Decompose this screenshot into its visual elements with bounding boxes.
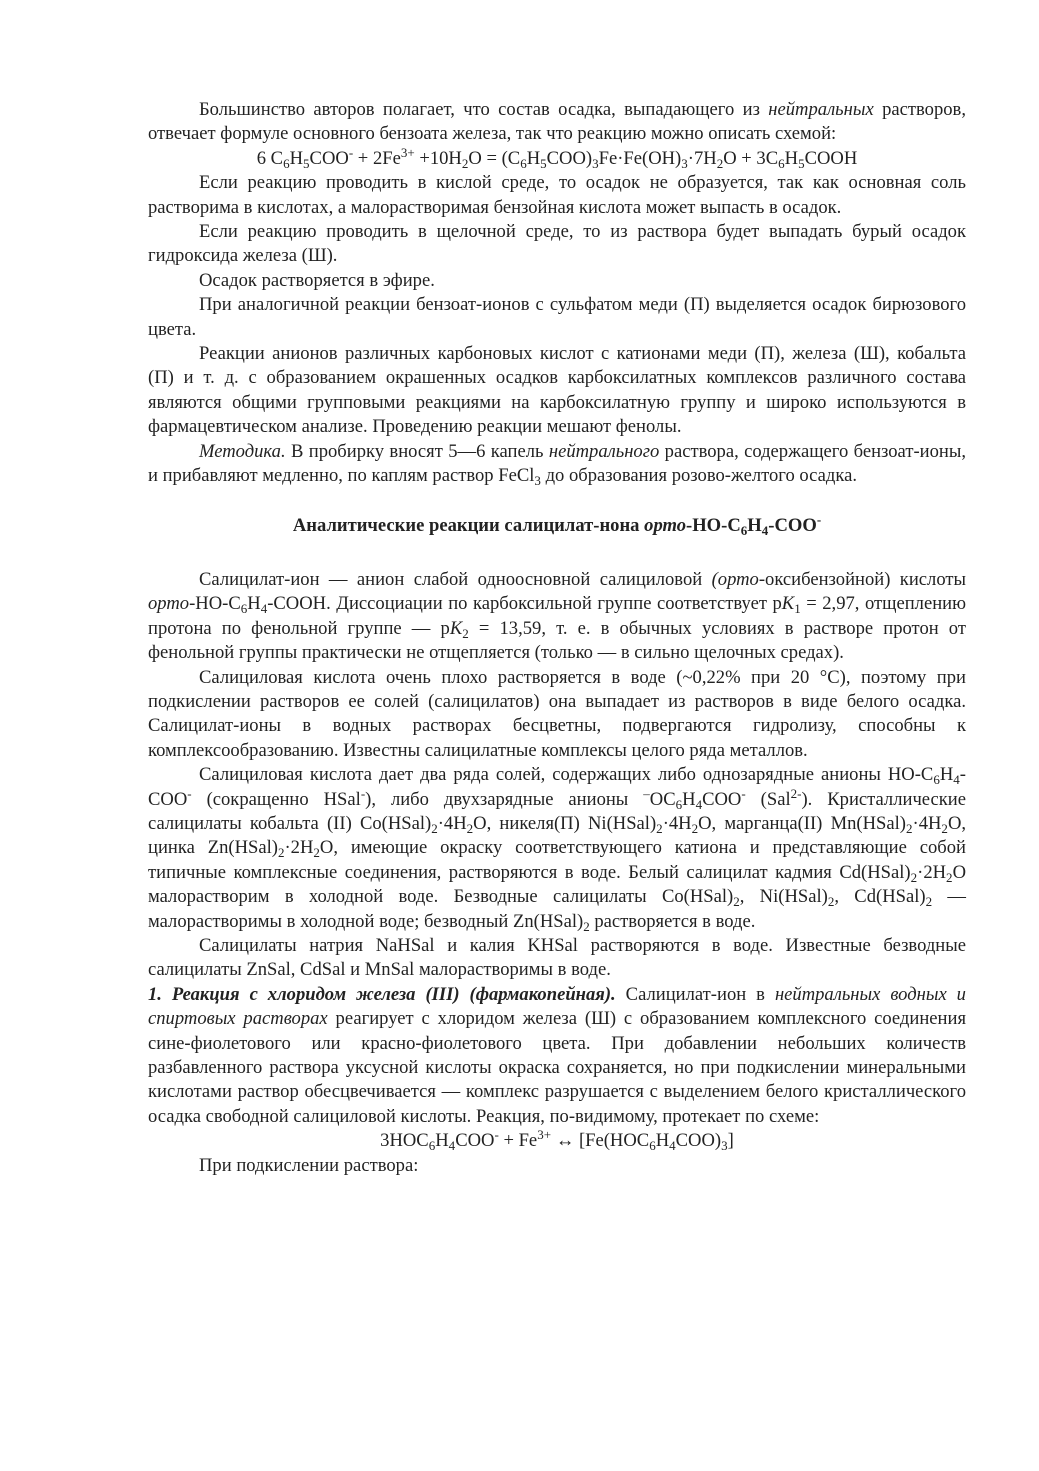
equation-benzoate-iron: 6 $C_6H_5COO^- + 2Fe^{3+} +10H_2O = (C_6H_5COO)_3Fe\cdot Fe(OH)_3\cdot 7H_2O$ + $3C_6H_5COOH$ <box>256 144 858 171</box>
paragraph-5: При аналогичной реакции бензоат-ионов с сульфатом меди (П) выделяется осадок бирюзового цвета. <box>148 294 966 340</box>
paragraph-13: При подкислении раствора: <box>199 1154 419 1176</box>
paragraph-9: Салициловая кислота очень плохо растворяется в воде (~0,22% при 20 °С), поэтому при подкислении растворов ее солей (салицилатов) она выпадает из растворов в виде белого осадка. Салицилат-ионы в водных растворах бесцветны, подвергаются гидролизу, способны к комплексообразованию. Известны салицилатные комплексы целого ряда металлов. <box>148 666 966 761</box>
paragraph-2: Если реакцию проводить в кислой среде, то осадок не образуется, так как основная соль растворима в кислотах, а малорастворимая бензойная кислота может выпасть в осадок. <box>148 172 966 218</box>
paragraph-4: Осадок растворяется в эфире. <box>199 269 435 291</box>
paragraph-6: Реакции анионов различных карбоновых кислот с катионами меди (П), железа (Ш), кобальта (П) и т. д. с образованием окрашенных осадков карбоксилатных комплексов различного состава являются общими групповыми реакциями на карбоксилатную группу и широко используются в фармацевтическом анализе. Проведению реакции мешают фенолы. <box>148 343 966 438</box>
equation-salicylate-iron: $3HOC_6H_4COO^- + Fe^{3+}$ ↔ $[Fe(HOC_6H_4COO)_3]$ <box>380 1127 734 1154</box>
paragraph-3: Если реакцию проводить в щелочной среде, то из раствора будет выпадать бурый осадок гидроксида железа (Ш). <box>148 221 966 267</box>
section-heading: Аналитические реакции салицилат-нона орто-$HO-C_6H_4-COO^-$ <box>292 511 822 538</box>
paragraph-1: Большинство авторов полагает, что состав осадка, выпадающего из нейтральных растворов, отвечает формуле основного бензоата железа, так что реакцию можно описать схемой: <box>148 99 966 145</box>
paragraph-11: Салицилаты натрия NaHSal и калия KHSal растворяются в воде. Известные безводные салицилаты ZnSal, CdSal и MnSal малорастворимы в воде. <box>148 935 966 981</box>
paragraph-method: Методика. В пробирку вносят 5—6 капель нейтрального раствора, содержащего бензоат-ионы, и прибавляют медленно, по каплям раствор FeCl$_3$ до образования розово-желтого осадка. <box>148 440 966 488</box>
paragraph-salts: Салициловая кислота дает два ряда солей, содержащих либо однозарядные анионы $HO-C_6H_4-COO^-$ (сокращенно HSal-), либо двухзарядные анионы $^-OC_6H_4COO^-$ (Sal$^{2-}$). Кристаллические салицилаты кобальта (II) $Co(HSal)_2\cdot 4H_2O$, никеля(П) $Ni(HSal)_2\cdot 4H_2O$, марганца(II) $Mn(HSal)_2\cdot 4H_2O$, цинка $Zn(HSal)_2\cdot 2H_2O$, имеющие окраску соответствующего катиона и представляющие собой типичные комплексные соединения, растворяются в воде. Белый салицилат кадмия $Cd(HSal)_2\cdot 2H_2O$ малорастворим в холодной воде. Безводные салицилаты $Co(HSal)_2$, $Ni(HSal)_2$, $Cd(HSal)_2$ — малорастворимы в холодной воде; безводный $Zn(HSal)_2$ растворяется в воде. <box>148 764 967 934</box>
paragraph-salicylate-intro: Салицилат-ион — анион слабой одноосновной салициловой (орто-оксибензойной) кислоты орто-$HO-C_6H_4$-COOH. Диссоциации по карбоксильной группе соответствует $pK_1 = 2,97$, отщеплению протона по фенольной группе — $pK_2 = 13,59$, т. е. в обычных условиях в растворе протон от фенольной группы практически не отщепляется (только — в сильно щелочных средах). <box>148 568 966 664</box>
paragraph-reaction-1: 1. Реакция с хлоридом железа (III) (фармакопейная). Салицилат-ион в нейтральных водных и спиртовых растворах реагирует с хлоридом железа (Ш) с образованием комплексного соединения сине-фиолетового или красно-фиолетового цвета. При добавлении небольших количеств разбавленного раствора уксусной кислоты окраска сохраняется, но при подкислении минеральными кислотами раствор обесцвечивается — комплекс разрушается с выделением белого кристаллического осадка свободной салициловой кислоты. Реакция, по-видимому, протекает по схеме: <box>148 983 967 1127</box>
